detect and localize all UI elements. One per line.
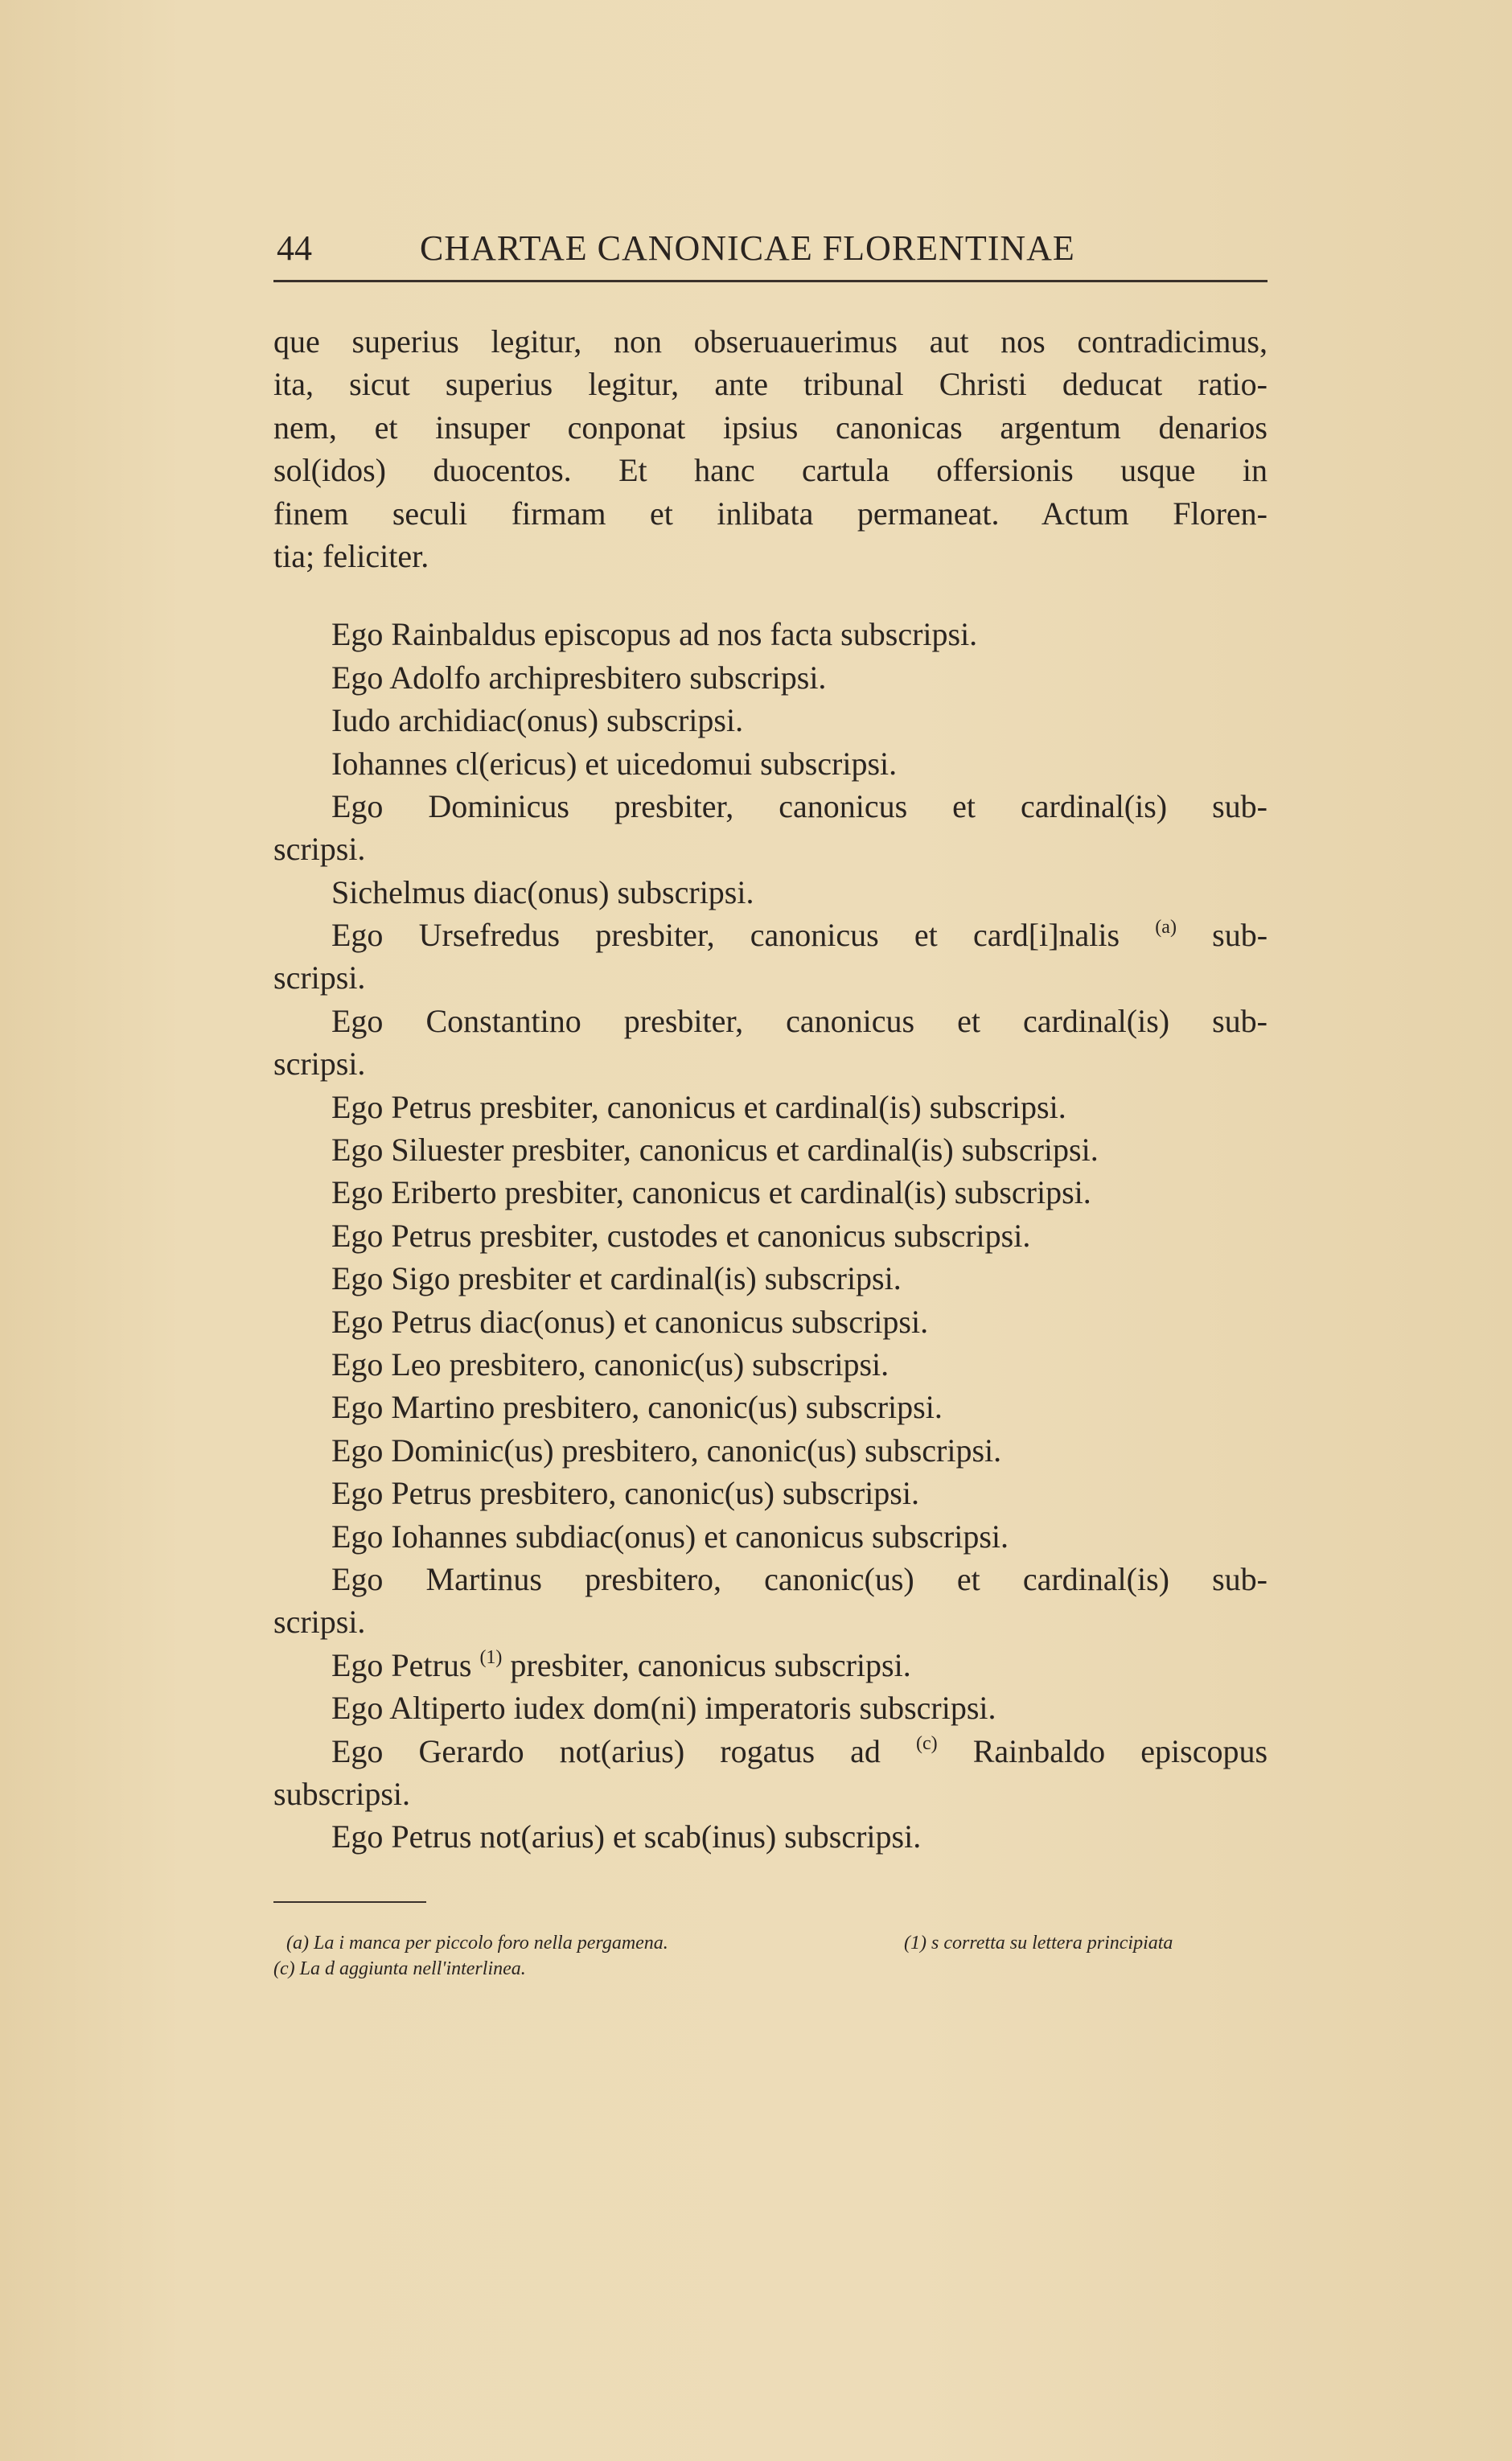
text-line: tia; feliciter. — [273, 537, 429, 574]
document-body — [273, 320, 1268, 1859]
subscription-text: sub- — [1212, 917, 1268, 954]
footnote-row — [273, 1956, 1268, 1982]
footnote-marker: (c) — [916, 1732, 938, 1754]
page-header — [273, 224, 1268, 273]
subscription-line: Ego Dominicus presbiter, canonicus et cardinal(is) sub- — [331, 787, 1268, 824]
subscription-line: scripsi. — [273, 831, 366, 868]
running-title: CHARTAE CANONICAE FLORENTINAE — [420, 228, 1075, 268]
subscription-line: Ego Martino presbitero, canonic(us) subscripsi. — [331, 1389, 943, 1426]
subscription-line: Ego Petrus presbitero, canonic(us) subscripsi. — [331, 1475, 919, 1512]
subscription-line: Iohannes cl(ericus) et uicedomui subscripsi. — [331, 745, 898, 782]
text-line: ita, sicut superius legitur, ante tribunal Christi deducat ratio- — [273, 366, 1268, 403]
subscription-line: Ego Adolfo archipresbitero subscripsi. — [331, 659, 827, 696]
subscription-line: Ego Constantino presbiter, canonicus et cardinal(is) sub- — [331, 1002, 1268, 1039]
page-number: 44 — [277, 228, 312, 268]
subscription-line: Ego Altiperto iudex dom(ni) imperatoris subscripsi. — [331, 1690, 996, 1727]
subscription-text: Rainbaldo episcopus — [972, 1732, 1268, 1769]
text-line: sol(idos) duocentos. Et hanc cartula offersionis usque in — [273, 452, 1268, 489]
footnote-a: (a) La i manca per piccolo foro nella pergamena. — [286, 1933, 668, 1954]
header-rule — [273, 280, 1268, 282]
subscription-line: scripsi. — [273, 1046, 366, 1083]
subscription-line: Ego Martinus presbitero, canonic(us) et cardinal(is) sub- — [331, 1560, 1268, 1597]
subscription-line: Ego Eriberto presbiter, canonicus et cardinal(is) subscripsi. — [331, 1174, 1091, 1211]
subscription-line: Ego Petrus presbiter, custodes et canonicus subscripsi. — [331, 1217, 1031, 1254]
subscription-line: Ego Petrus presbiter, canonicus et cardinal(is) subscripsi. — [331, 1088, 1066, 1125]
footnote-rule — [273, 1901, 426, 1903]
subscription-line — [273, 1644, 1268, 1687]
subscription-line: scripsi. — [273, 959, 366, 996]
subscription-text: Ego Gerardo not(arius) rogatus ad — [331, 1732, 881, 1769]
subscription-line: Ego Dominic(us) presbitero, canonic(us) subscripsi. — [331, 1432, 1002, 1469]
footnote-1: (1) s corretta su lettera principiata — [904, 1933, 1173, 1954]
subscription-line — [273, 1730, 1268, 1773]
subscription-line: Ego Leo presbitero, canonic(us) subscripsi. — [331, 1346, 890, 1383]
subscription-line: Ego Rainbaldus episcopus ad nos facta subscripsi. — [331, 616, 978, 653]
subscription-line: Ego Petrus not(arius) et scab(inus) subscripsi. — [331, 1818, 922, 1855]
subscription-line: Ego Petrus diac(onus) et canonicus subscripsi. — [331, 1303, 929, 1340]
footnotes — [273, 1930, 1268, 1982]
subscription-line: scripsi. — [273, 1604, 366, 1641]
subscription-line: Iudo archidiac(onus) subscripsi. — [331, 702, 744, 739]
subscription-line — [273, 914, 1268, 956]
subscription-text: Ego Petrus — [331, 1646, 472, 1683]
subscription-line: Sichelmus diac(onus) subscripsi. — [331, 873, 754, 910]
footnote-marker: (a) — [1155, 917, 1177, 939]
footnote-marker: (1) — [479, 1646, 503, 1668]
subscription-text: Ego Ursefredus presbiter, canonicus et card[i]nalis — [331, 917, 1120, 954]
subscription-line: Ego Siluester presbiter, canonicus et cardinal(is) subscripsi. — [331, 1132, 1099, 1169]
subscription-line: subscripsi. — [273, 1775, 410, 1812]
footnote-row — [273, 1930, 1268, 1956]
footnote-c: (c) La d aggiunta nell'interlinea. — [273, 1958, 526, 1979]
subscription-line: Ego Sigo presbiter et cardinal(is) subscripsi. — [331, 1260, 902, 1297]
subscription-line: Ego Iohannes subdiac(onus) et canonicus subscripsi. — [331, 1518, 1009, 1555]
text-line: finem seculi firmam et inlibata permaneat. Actum Floren- — [273, 495, 1268, 532]
text-line: nem, et insuper conponat ipsius canonicas argentum denarios — [273, 409, 1268, 446]
paragraph-gap — [273, 577, 1268, 613]
text-line: que superius legitur, non obseruauerimus aut nos contradicimus, — [273, 323, 1268, 359]
subscription-text: presbiter, canonicus subscripsi. — [510, 1646, 911, 1683]
